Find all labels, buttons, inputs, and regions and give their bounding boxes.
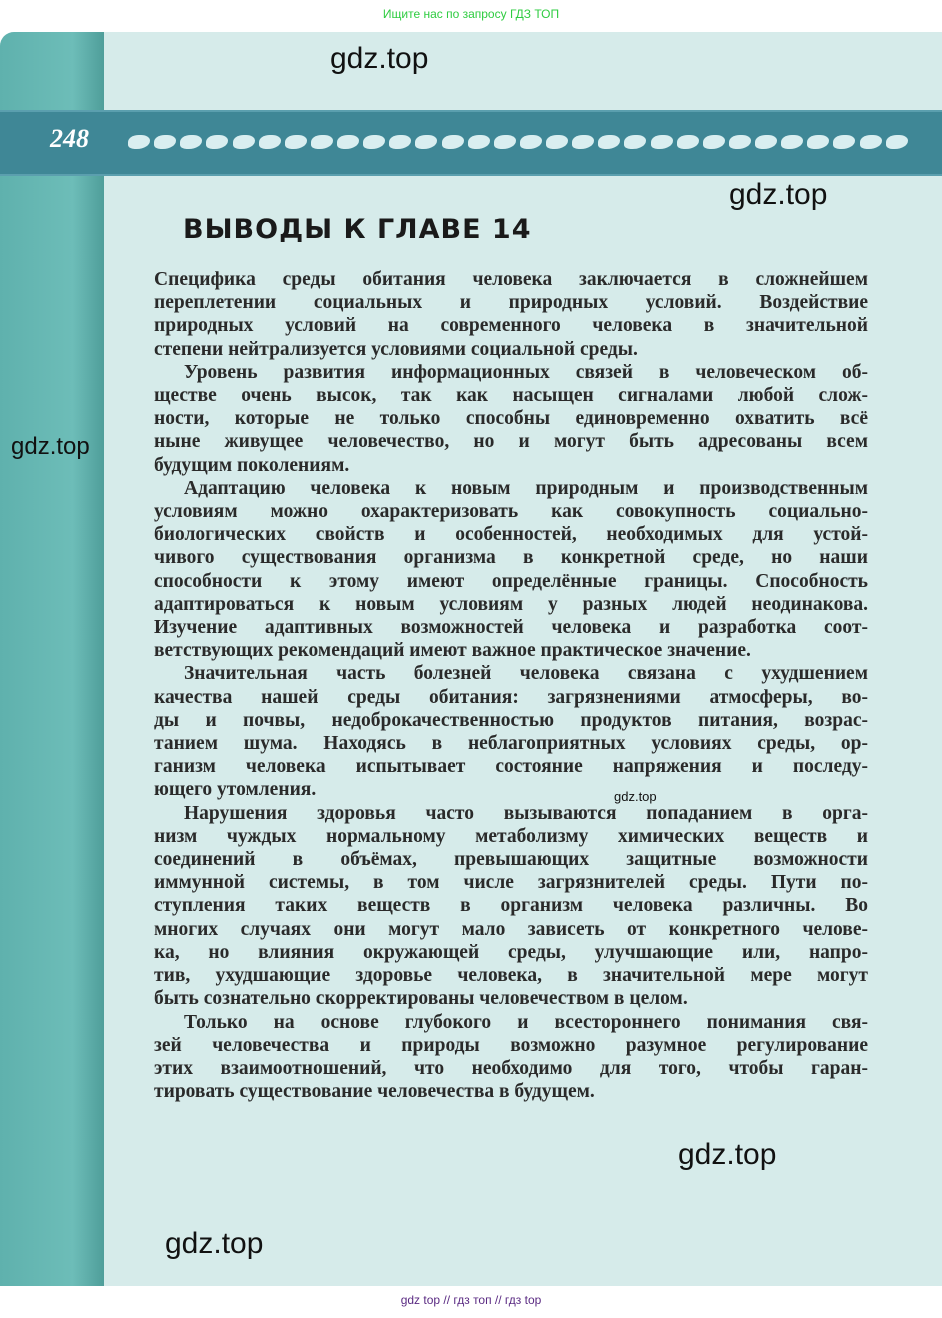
text-line: природных условий на современного человека в значительной	[154, 315, 868, 337]
header-band	[0, 110, 942, 176]
footer-links: gdz top // гдз топ // гдз top	[400, 1293, 542, 1307]
animal-silhouette-icon	[128, 135, 150, 149]
animal-silhouette-icon	[886, 135, 908, 149]
text-line: степени нейтрализуется условиями социальной среды.	[154, 338, 638, 360]
animal-silhouette-icon	[285, 135, 307, 149]
text-line: иммунной системы, в том числе загрязнителей среды. Пути по-	[154, 872, 868, 894]
text-line: будущим поколениям.	[154, 454, 350, 476]
text-line: многих случаях они могут мало зависеть от конкретного челове-	[154, 918, 868, 940]
text-line: ганизм человека испытывает состояние напряжения и последу-	[154, 756, 868, 778]
animal-silhouette-icon	[233, 135, 255, 149]
text-line: условиям можно охарактеризовать как совокупность социально-	[154, 501, 868, 523]
text-line: быть сознательно скорректированы человечеством в целом.	[154, 988, 688, 1010]
text-line: танием шума. Находясь в неблагоприятных условиях среды, ор-	[154, 733, 868, 755]
text-line: ющего утомления.	[154, 779, 317, 801]
animal-silhouette-icon	[807, 135, 829, 149]
animal-silhouette-icon	[154, 135, 176, 149]
text-line: чивого существования организма в конкретной среде, но наши	[154, 547, 868, 569]
watermark: gdz.top	[11, 433, 90, 460]
text-line: низм чуждых нормальному метаболизму химических веществ и	[154, 825, 868, 847]
animal-silhouette-icon	[755, 135, 777, 149]
animal-silhouette-icon	[337, 135, 359, 149]
text-line: Специфика среды обитания человека заключается в сложнейшем	[154, 269, 868, 290]
animal-silhouette-icon	[442, 135, 464, 149]
animal-silhouette-icon	[180, 135, 202, 149]
text-line: ществе очень высок, так как насыщен сигналами любой слож-	[154, 385, 868, 407]
watermark: gdz.top	[330, 42, 429, 75]
animal-silhouette-icon	[598, 135, 620, 149]
animal-silhouette-icon	[703, 135, 725, 149]
animal-silhouette-icon	[468, 135, 490, 149]
animal-silhouette-icon	[363, 135, 385, 149]
watermark: gdz.top	[729, 178, 828, 211]
text-line: адаптироваться к новым условиям у разных людей неодинакова.	[154, 593, 868, 615]
text-line: переплетении социальных и природных условий. Воздействие	[154, 292, 868, 314]
textbook-page	[0, 32, 942, 1286]
text-line: ности, которые не только способны единовременно охватить всё	[154, 408, 868, 430]
animal-silhouettes-decoration	[128, 124, 908, 160]
animal-silhouette-icon	[677, 135, 699, 149]
text-line: Нарушения здоровья часто вызываются попаданием в орга-	[184, 802, 868, 824]
watermark: gdz.top	[614, 789, 657, 804]
text-line: соединений в объёмах, превышающих защитные возможности	[154, 849, 868, 871]
text-line: Адаптацию человека к новым природным и производственным	[184, 477, 868, 499]
animal-silhouette-icon	[311, 135, 333, 149]
animal-silhouette-icon	[389, 135, 411, 149]
animal-silhouette-icon	[624, 135, 646, 149]
text-line: ветствующих рекомендаций имеют важное практическое значение.	[154, 640, 751, 662]
page-spine	[0, 32, 104, 1286]
text-line: Значительная часть болезней человека связана с ухудшением	[184, 663, 868, 685]
text-line: способности к этому имеют определённые границы. Способность	[154, 570, 868, 592]
animal-silhouette-icon	[259, 135, 281, 149]
watermark: gdz.top	[165, 1227, 264, 1260]
chapter-conclusions-heading: ВЫВОДЫ К ГЛАВЕ 14	[183, 214, 532, 245]
animal-silhouette-icon	[546, 135, 568, 149]
text-line: ныне живущее человечество, но и могут быть адресованы всем	[154, 431, 868, 453]
animal-silhouette-icon	[781, 135, 803, 149]
animal-silhouette-icon	[651, 135, 673, 149]
text-line: биологических свойств и особенностей, необходимых для устой-	[154, 524, 868, 546]
text-line: ка, но влияния окружающей среды, улучшающие или, напро-	[154, 941, 868, 963]
text-line: ды и почвы, недоброкачественностью продуктов питания, возрас-	[154, 709, 868, 731]
animal-silhouette-icon	[494, 135, 516, 149]
animal-silhouette-icon	[860, 135, 882, 149]
text-line: качества нашей среды обитания: загрязнениями атмосферы, во-	[154, 686, 868, 708]
text-line: Изучение адаптивных возможностей человека и разработка соот-	[154, 617, 868, 639]
text-line: ступления таких веществ в организм человека различны. Во	[154, 895, 868, 917]
animal-silhouette-icon	[833, 135, 855, 149]
animal-silhouette-icon	[729, 135, 751, 149]
text-line: Только на основе глубокого и всестороннего понимания свя-	[184, 1011, 868, 1033]
top-search-note: Ищите нас по запросу ГДЗ ТОП	[382, 7, 560, 21]
text-line: этих взаимоотношений, что необходимо для того, чтобы гаран-	[154, 1057, 868, 1079]
text-line: Уровень развития информационных связей в человеческом об-	[184, 361, 868, 383]
animal-silhouette-icon	[206, 135, 228, 149]
text-line: зей человечества и природы возможно разумное регулирование	[154, 1034, 868, 1056]
body-text	[154, 268, 868, 1103]
animal-silhouette-icon	[520, 135, 542, 149]
page-number: 248	[50, 124, 89, 153]
text-line: тив, ухудшающие здоровье человека, в значительной мере могут	[154, 965, 868, 987]
animal-silhouette-icon	[415, 135, 437, 149]
watermark: gdz.top	[678, 1138, 777, 1171]
animal-silhouette-icon	[572, 135, 594, 149]
text-line: тировать существование человечества в будущем.	[154, 1081, 595, 1103]
